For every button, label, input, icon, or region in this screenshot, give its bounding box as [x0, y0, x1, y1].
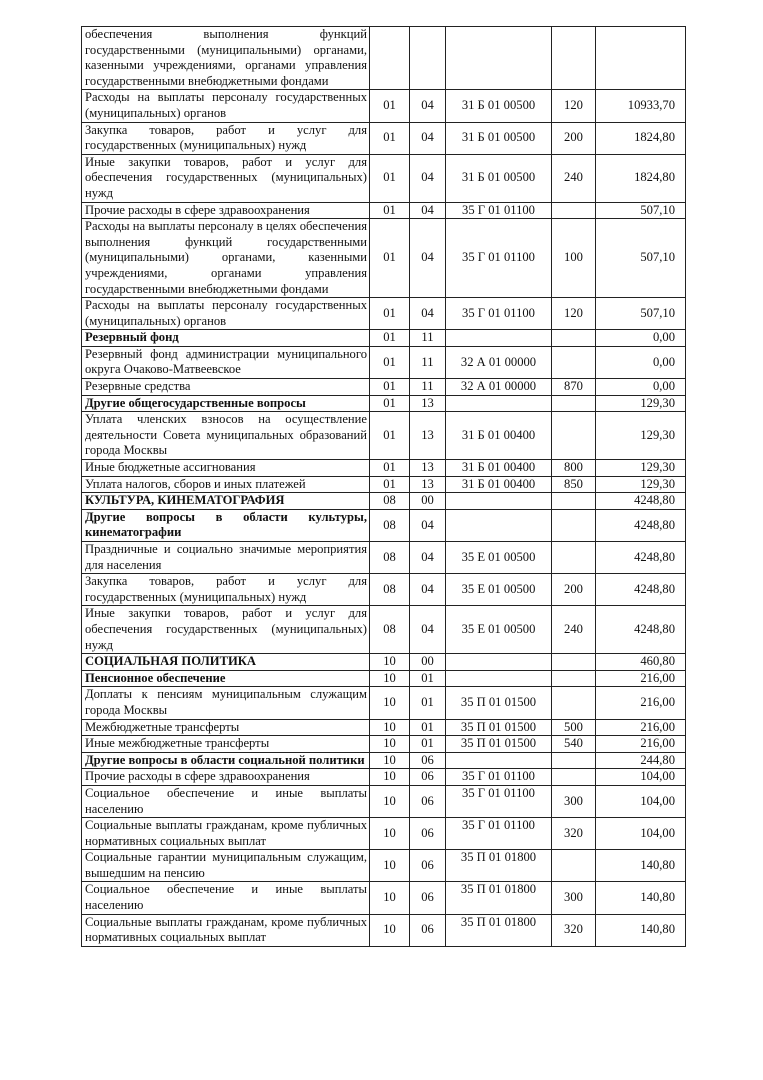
table-row — [82, 27, 686, 90]
row-subsection-code: 06 — [410, 785, 446, 817]
table-row — [82, 122, 686, 154]
table-row — [82, 202, 686, 219]
row-name: Резервные средства — [82, 379, 370, 396]
row-subsection-code: 04 — [410, 509, 446, 541]
row-subsection-code: 01 — [410, 687, 446, 719]
row-target-article: 35 Е 01 00500 — [446, 574, 552, 606]
table-row — [82, 574, 686, 606]
row-amount: 129,30 — [596, 476, 686, 493]
row-target-article — [446, 509, 552, 541]
row-name: Другие общегосударственные вопросы — [82, 395, 370, 412]
row-name: Социальное обеспечение и иные выплаты населению — [82, 882, 370, 914]
row-target-article: 35 Г 01 01100 — [446, 769, 552, 786]
row-amount — [596, 27, 686, 90]
row-expense-type — [552, 850, 596, 882]
row-amount: 216,00 — [596, 736, 686, 753]
row-target-article: 35 Г 01 01100 — [446, 818, 552, 850]
row-target-article: 31 Б 01 00500 — [446, 90, 552, 122]
row-expense-type — [552, 654, 596, 671]
row-subsection-code: 11 — [410, 330, 446, 347]
row-target-article — [446, 654, 552, 671]
row-amount: 104,00 — [596, 769, 686, 786]
row-expense-type — [552, 395, 596, 412]
table-row — [82, 719, 686, 736]
row-name: КУЛЬТУРА, КИНЕМАТОГРАФИЯ — [82, 493, 370, 510]
row-expense-type: 870 — [552, 379, 596, 396]
table-row — [82, 493, 686, 510]
row-target-article: 35 Г 01 01100 — [446, 202, 552, 219]
row-name: Доплаты к пенсиям муниципальным служащим города Москвы — [82, 687, 370, 719]
row-target-article: 31 Б 01 00500 — [446, 154, 552, 202]
row-subsection-code: 04 — [410, 542, 446, 574]
row-target-article: 35 Г 01 01100 — [446, 785, 552, 817]
row-amount: 140,80 — [596, 850, 686, 882]
row-amount: 460,80 — [596, 654, 686, 671]
row-name: Расходы на выплаты персоналу государственных (муниципальных) органов — [82, 298, 370, 330]
row-subsection-code — [410, 27, 446, 90]
row-target-article: 35 Г 01 01100 — [446, 219, 552, 298]
row-subsection-code: 04 — [410, 90, 446, 122]
row-name: Социальные выплаты гражданам, кроме публичных нормативных социальных выплат — [82, 914, 370, 946]
row-target-article: 35 Е 01 00500 — [446, 606, 552, 654]
table-row — [82, 914, 686, 946]
table-row — [82, 395, 686, 412]
row-target-article: 35 П 01 01800 — [446, 882, 552, 914]
row-amount: 4248,80 — [596, 509, 686, 541]
row-section-code: 10 — [370, 670, 410, 687]
row-expense-type — [552, 752, 596, 769]
row-name: Закупка товаров, работ и услуг для государственных (муниципальных) нужд — [82, 122, 370, 154]
row-expense-type: 320 — [552, 818, 596, 850]
row-name: Другие вопросы в области социальной политики — [82, 752, 370, 769]
row-section-code: 10 — [370, 654, 410, 671]
row-subsection-code: 11 — [410, 346, 446, 378]
row-subsection-code: 04 — [410, 122, 446, 154]
row-section-code: 01 — [370, 122, 410, 154]
row-target-article: 35 П 01 01800 — [446, 850, 552, 882]
row-name: Иные межбюджетные трансферты — [82, 736, 370, 753]
row-amount: 129,30 — [596, 395, 686, 412]
table-row — [82, 606, 686, 654]
row-section-code: 10 — [370, 719, 410, 736]
table-row — [82, 379, 686, 396]
table-row — [82, 154, 686, 202]
table-row — [82, 509, 686, 541]
row-name: Социальное обеспечение и иные выплаты населению — [82, 785, 370, 817]
row-target-article: 31 Б 01 00400 — [446, 460, 552, 477]
row-amount: 4248,80 — [596, 493, 686, 510]
row-expense-type — [552, 27, 596, 90]
table-row — [82, 785, 686, 817]
row-amount: 216,00 — [596, 719, 686, 736]
row-section-code: 01 — [370, 298, 410, 330]
row-expense-type: 120 — [552, 298, 596, 330]
row-expense-type — [552, 687, 596, 719]
row-expense-type — [552, 670, 596, 687]
table-row — [82, 412, 686, 460]
table-row — [82, 219, 686, 298]
table-row — [82, 769, 686, 786]
row-target-article: 31 Б 01 00400 — [446, 476, 552, 493]
row-expense-type — [552, 346, 596, 378]
row-subsection-code: 06 — [410, 882, 446, 914]
row-section-code: 10 — [370, 850, 410, 882]
budget-table — [81, 26, 686, 947]
row-subsection-code: 06 — [410, 818, 446, 850]
row-subsection-code: 04 — [410, 298, 446, 330]
row-section-code: 10 — [370, 818, 410, 850]
row-subsection-code: 06 — [410, 850, 446, 882]
row-name: Прочие расходы в сфере здравоохранения — [82, 202, 370, 219]
table-row — [82, 687, 686, 719]
row-target-article — [446, 752, 552, 769]
row-section-code: 01 — [370, 219, 410, 298]
row-amount: 1824,80 — [596, 154, 686, 202]
row-section-code: 10 — [370, 882, 410, 914]
row-section-code: 01 — [370, 346, 410, 378]
row-target-article: 35 П 01 01500 — [446, 719, 552, 736]
row-amount: 104,00 — [596, 785, 686, 817]
row-name: Социальные выплаты гражданам, кроме публичных нормативных социальных выплат — [82, 818, 370, 850]
row-section-code: 08 — [370, 606, 410, 654]
row-subsection-code: 04 — [410, 202, 446, 219]
row-expense-type: 800 — [552, 460, 596, 477]
row-name: Расходы на выплаты персоналу государственных (муниципальных) органов — [82, 90, 370, 122]
row-name: Уплата членских взносов на осуществление деятельности Совета муниципальных образований города Москвы — [82, 412, 370, 460]
row-amount: 4248,80 — [596, 606, 686, 654]
row-amount: 0,00 — [596, 330, 686, 347]
row-section-code: 01 — [370, 90, 410, 122]
row-expense-type — [552, 330, 596, 347]
row-subsection-code: 00 — [410, 493, 446, 510]
row-subsection-code: 13 — [410, 476, 446, 493]
row-subsection-code: 13 — [410, 412, 446, 460]
row-expense-type: 100 — [552, 219, 596, 298]
row-expense-type: 850 — [552, 476, 596, 493]
row-amount: 1824,80 — [596, 122, 686, 154]
table-row — [82, 330, 686, 347]
row-name: Иные закупки товаров, работ и услуг для обеспечения государственных (муниципальных) нужд — [82, 606, 370, 654]
row-section-code: 10 — [370, 785, 410, 817]
row-expense-type — [552, 542, 596, 574]
row-name: обеспечения выполнения функций государственными (муниципальными) органами, казенными учреждениями, органами управления государственными внебюджетными фондами — [82, 27, 370, 90]
row-subsection-code: 06 — [410, 769, 446, 786]
row-section-code: 01 — [370, 154, 410, 202]
row-subsection-code: 04 — [410, 606, 446, 654]
row-subsection-code: 04 — [410, 574, 446, 606]
row-subsection-code: 06 — [410, 752, 446, 769]
row-amount: 129,30 — [596, 460, 686, 477]
table-row — [82, 460, 686, 477]
row-expense-type: 300 — [552, 882, 596, 914]
document-page — [81, 26, 685, 947]
row-name: СОЦИАЛЬНАЯ ПОЛИТИКА — [82, 654, 370, 671]
row-name: Резервный фонд — [82, 330, 370, 347]
row-name: Другие вопросы в области культуры, кинематографии — [82, 509, 370, 541]
row-target-article: 31 Б 01 00400 — [446, 412, 552, 460]
row-name: Межбюджетные трансферты — [82, 719, 370, 736]
table-row — [82, 670, 686, 687]
row-section-code: 01 — [370, 202, 410, 219]
row-amount: 0,00 — [596, 379, 686, 396]
row-section-code: 01 — [370, 412, 410, 460]
row-section-code: 10 — [370, 687, 410, 719]
row-subsection-code: 01 — [410, 670, 446, 687]
row-expense-type — [552, 202, 596, 219]
row-section-code: 01 — [370, 476, 410, 493]
table-row — [82, 90, 686, 122]
budget-table-body — [82, 27, 686, 947]
row-section-code: 10 — [370, 769, 410, 786]
row-target-article — [446, 493, 552, 510]
row-subsection-code: 01 — [410, 736, 446, 753]
row-amount: 104,00 — [596, 818, 686, 850]
row-section-code: 10 — [370, 752, 410, 769]
row-target-article: 32 А 01 00000 — [446, 379, 552, 396]
row-section-code: 10 — [370, 914, 410, 946]
row-target-article: 35 П 01 01500 — [446, 687, 552, 719]
row-amount: 216,00 — [596, 670, 686, 687]
row-amount: 216,00 — [596, 687, 686, 719]
row-section-code: 01 — [370, 460, 410, 477]
row-expense-type: 240 — [552, 606, 596, 654]
row-subsection-code: 04 — [410, 154, 446, 202]
row-section-code: 08 — [370, 509, 410, 541]
row-section-code: 01 — [370, 395, 410, 412]
row-target-article: 31 Б 01 00500 — [446, 122, 552, 154]
row-section-code: 08 — [370, 574, 410, 606]
row-target-article — [446, 27, 552, 90]
row-amount: 129,30 — [596, 412, 686, 460]
row-amount: 507,10 — [596, 298, 686, 330]
row-expense-type: 200 — [552, 574, 596, 606]
row-name: Прочие расходы в сфере здравоохранения — [82, 769, 370, 786]
row-name: Пенсионное обеспечение — [82, 670, 370, 687]
row-name: Праздничные и социально значимые мероприятия для населения — [82, 542, 370, 574]
row-subsection-code: 11 — [410, 379, 446, 396]
table-row — [82, 818, 686, 850]
row-amount: 244,80 — [596, 752, 686, 769]
row-target-article — [446, 395, 552, 412]
table-row — [82, 476, 686, 493]
row-amount: 4248,80 — [596, 574, 686, 606]
row-section-code: 08 — [370, 493, 410, 510]
row-expense-type: 320 — [552, 914, 596, 946]
row-amount: 0,00 — [596, 346, 686, 378]
row-subsection-code: 13 — [410, 460, 446, 477]
table-row — [82, 752, 686, 769]
row-expense-type: 200 — [552, 122, 596, 154]
table-row — [82, 850, 686, 882]
row-expense-type: 240 — [552, 154, 596, 202]
row-expense-type — [552, 493, 596, 510]
row-target-article: 35 П 01 01800 — [446, 914, 552, 946]
row-name: Иные бюджетные ассигнования — [82, 460, 370, 477]
row-expense-type: 500 — [552, 719, 596, 736]
row-section-code: 10 — [370, 736, 410, 753]
row-expense-type: 300 — [552, 785, 596, 817]
row-amount: 507,10 — [596, 202, 686, 219]
table-row — [82, 346, 686, 378]
row-amount: 140,80 — [596, 882, 686, 914]
row-name: Резервный фонд администрации муниципального округа Очаково-Матвеевское — [82, 346, 370, 378]
row-amount: 140,80 — [596, 914, 686, 946]
row-name: Иные закупки товаров, работ и услуг для обеспечения государственных (муниципальных) нужд — [82, 154, 370, 202]
row-amount: 507,10 — [596, 219, 686, 298]
row-expense-type — [552, 509, 596, 541]
row-subsection-code: 04 — [410, 219, 446, 298]
row-subsection-code: 06 — [410, 914, 446, 946]
table-row — [82, 542, 686, 574]
table-row — [82, 298, 686, 330]
row-amount: 10933,70 — [596, 90, 686, 122]
row-target-article: 32 А 01 00000 — [446, 346, 552, 378]
row-expense-type: 120 — [552, 90, 596, 122]
row-section-code: 01 — [370, 330, 410, 347]
row-section-code: 08 — [370, 542, 410, 574]
row-section-code: 01 — [370, 379, 410, 396]
row-expense-type: 540 — [552, 736, 596, 753]
row-expense-type — [552, 769, 596, 786]
row-subsection-code: 00 — [410, 654, 446, 671]
row-target-article: 35 П 01 01500 — [446, 736, 552, 753]
row-amount: 4248,80 — [596, 542, 686, 574]
row-name: Расходы на выплаты персоналу в целях обеспечения выполнения функций государственными (муниципальными) органами, казенными учреждениями, органами управления государственными внебюджетными фондами — [82, 219, 370, 298]
table-row — [82, 882, 686, 914]
row-name: Уплата налогов, сборов и иных платежей — [82, 476, 370, 493]
row-section-code — [370, 27, 410, 90]
row-subsection-code: 01 — [410, 719, 446, 736]
row-target-article — [446, 330, 552, 347]
table-row — [82, 736, 686, 753]
row-target-article: 35 Е 01 00500 — [446, 542, 552, 574]
row-name: Закупка товаров, работ и услуг для государственных (муниципальных) нужд — [82, 574, 370, 606]
row-target-article — [446, 670, 552, 687]
table-row — [82, 654, 686, 671]
row-target-article: 35 Г 01 01100 — [446, 298, 552, 330]
row-expense-type — [552, 412, 596, 460]
row-name: Социальные гарантии муниципальным служащим, вышедшим на пенсию — [82, 850, 370, 882]
row-subsection-code: 13 — [410, 395, 446, 412]
